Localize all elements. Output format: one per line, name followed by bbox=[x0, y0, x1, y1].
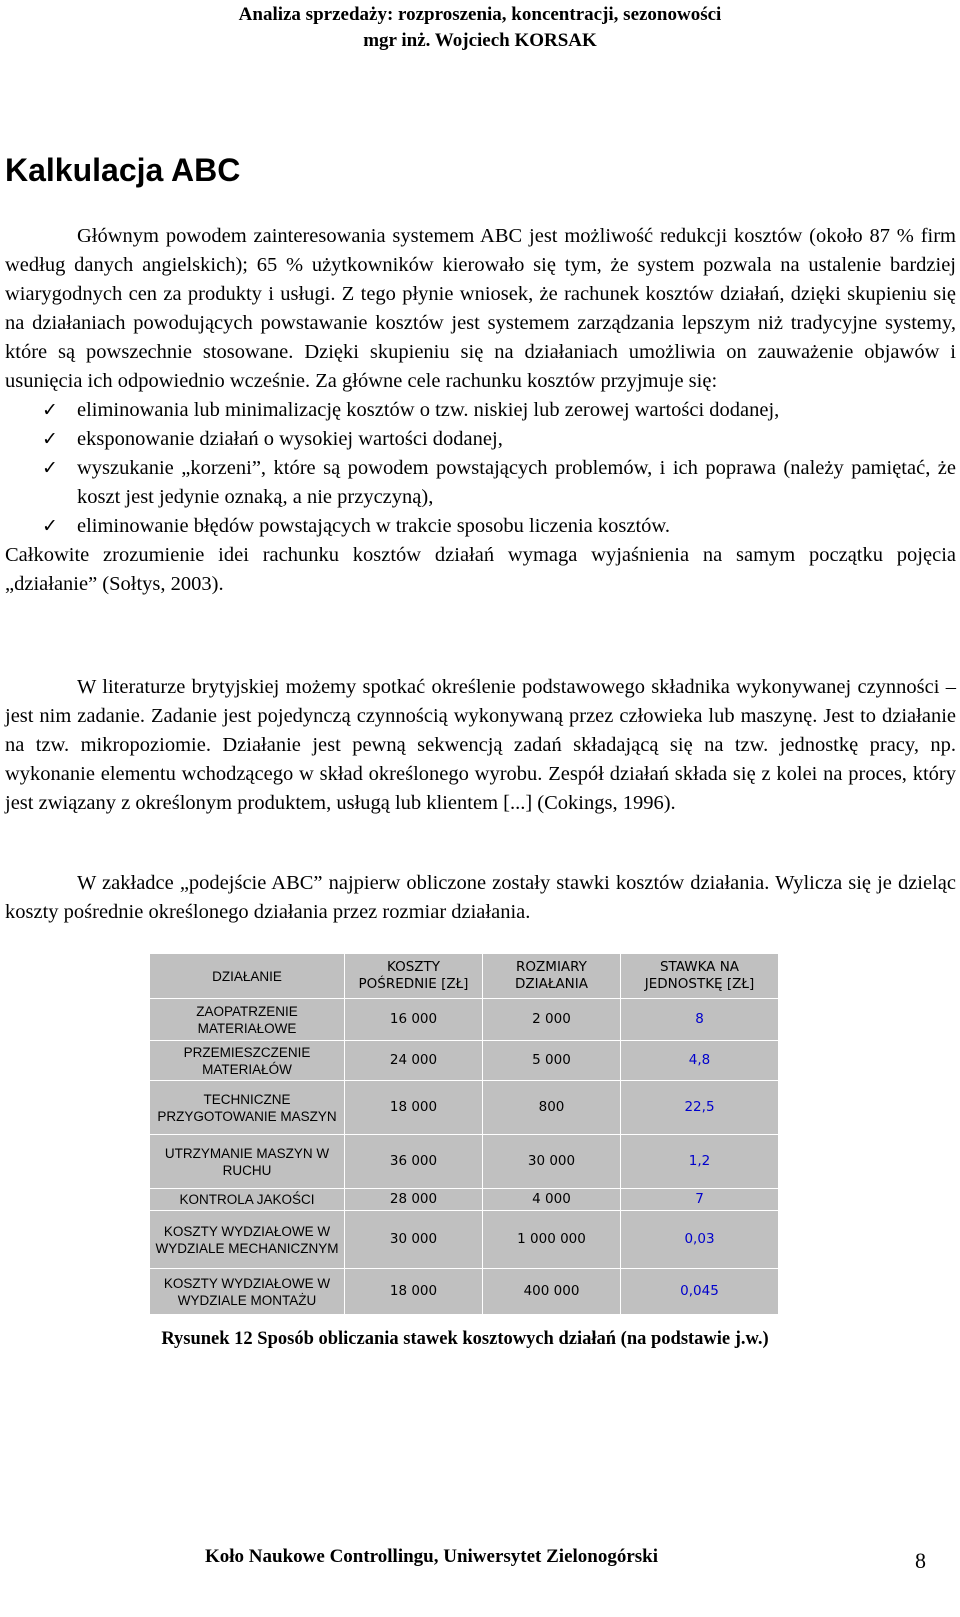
table-row: ZAOPATRZENIE MATERIAŁOWE 16 000 2 000 8 bbox=[150, 999, 779, 1041]
paragraph-intro: Głównym powodem zainteresowania systemem ABC jest możliwość redukcji kosztów (około 87 % firm według danych angielskich); 65 % użytkowników kierowało się tym, że system pozwala na ustalenie bardziej wiarygodnych cen za produkty i usługi. Z tego płynie wniosek, że rachunek kosztów działań, dzięki skupieniu się na działaniach powodujących powstawanie kosztów jest systemem zarządzania lepszym niż tradycyjne systemy, które są powszechnie stosowane. Dzięki skupieniu się na działaniach umożliwia on zauważenie objawów i usunięcia ich odpowiednio wcześnie. Za główne cele rachunku kosztów przyjmuje się: bbox=[5, 225, 956, 392]
header-author: mgr inż. Wojciech KORSAK bbox=[363, 30, 597, 51]
header-activity: DZIAŁANIE bbox=[150, 954, 345, 999]
table-row: KOSZTY WYDZIAŁOWE W WYDZIALE MONTAŻU 18 000 400 000 0,045 bbox=[150, 1269, 779, 1315]
check-mark-icon: ✓ bbox=[42, 515, 58, 537]
table-row: PRZEMIESZCZENIE MATERIAŁÓW 24 000 5 000 4,8 bbox=[150, 1041, 779, 1081]
page-footer: Koło Naukowe Controllingu, Uniwersytet Zielonogórski bbox=[205, 1546, 659, 1567]
table-row: UTRZYMANIE MASZYN W RUCHU 36 000 30 000 1,2 bbox=[150, 1135, 779, 1189]
list-item: ✓ eksponowanie działań o wysokiej wartości dodanej, bbox=[5, 425, 956, 454]
header-title: Analiza sprzedaży: rozproszenia, koncentracji, sezonowości bbox=[238, 4, 722, 25]
paragraph-abc-goals bbox=[5, 222, 956, 599]
header-activity-size: ROZMIARY DZIAŁANIA bbox=[483, 954, 621, 999]
list-item: ✓ eliminowanie błędów powstających w trakcie sposobu liczenia kosztów. bbox=[5, 512, 956, 541]
table-row: KOSZTY WYDZIAŁOWE W WYDZIALE MECHANICZNYM 30 000 1 000 000 0,03 bbox=[150, 1211, 779, 1269]
goals-list bbox=[5, 396, 956, 541]
paragraph-abc-tab: W zakładce „podejście ABC” najpierw obliczone zostały stawki kosztów działania. Wylicza się je dzieląc koszty pośrednie określonego działania przez rozmiar działania. bbox=[5, 872, 956, 923]
page-number: 8 bbox=[915, 1548, 926, 1573]
list-item: ✓ wyszukanie „korzeni”, które są powodem powstających problemów, i ich poprawa (należy pamiętać, że koszt jest jedynie oznaką, a nie przyczyną), bbox=[5, 454, 956, 512]
section-title: Kalkulacja ABC bbox=[5, 152, 241, 188]
table-row: KONTROLA JAKOŚCI 28 000 4 000 7 bbox=[150, 1189, 779, 1211]
check-mark-icon: ✓ bbox=[42, 428, 58, 450]
check-mark-icon: ✓ bbox=[42, 457, 58, 479]
table-row: TECHNICZNE PRZYGOTOWANIE MASZYN 18 000 800 22,5 bbox=[150, 1081, 779, 1135]
check-mark-icon: ✓ bbox=[42, 399, 58, 421]
header-unit-rate: STAWKA NA JEDNOSTKĘ [ZŁ] bbox=[621, 954, 779, 999]
paragraph-closing: Całkowite zrozumienie idei rachunku kosztów działań wymaga wyjaśnienia na samym początku pojęcia „działanie” (Sołtys, 2003). bbox=[5, 544, 956, 595]
figure-caption: Rysunek 12 Sposób obliczania stawek kosztowych działań (na podstawie j.w.) bbox=[161, 1329, 769, 1349]
activity-rates-table bbox=[149, 953, 779, 1315]
table-header-row bbox=[150, 954, 779, 999]
paragraph-literature: W literaturze brytyjskiej możemy spotkać określenie podstawowego składnika wykonywanej czynności – jest nim zadanie. Zadanie jest pojedynczą czynnością wykonywaną przez człowieka lub maszynę. Jest to działanie na tzw. mikropoziomie. Działanie jest pewną sekwencją zadań składającą się na tzw. jednostkę pracy, np. wykonanie elementu wchodzącego w skład określonego wyrobu. Zespół działań składa się z kolei na proces, który jest związany z określonym produktem, usługą lub klientem [...] (Cokings, 1996). bbox=[5, 676, 956, 814]
header-indirect-costs: KOSZTY POŚREDNIE [ZŁ] bbox=[345, 954, 483, 999]
list-item: ✓ eliminowania lub minimalizację kosztów o tzw. niskiej lub zerowej wartości dodanej, bbox=[5, 396, 956, 425]
running-header bbox=[0, 2, 960, 54]
